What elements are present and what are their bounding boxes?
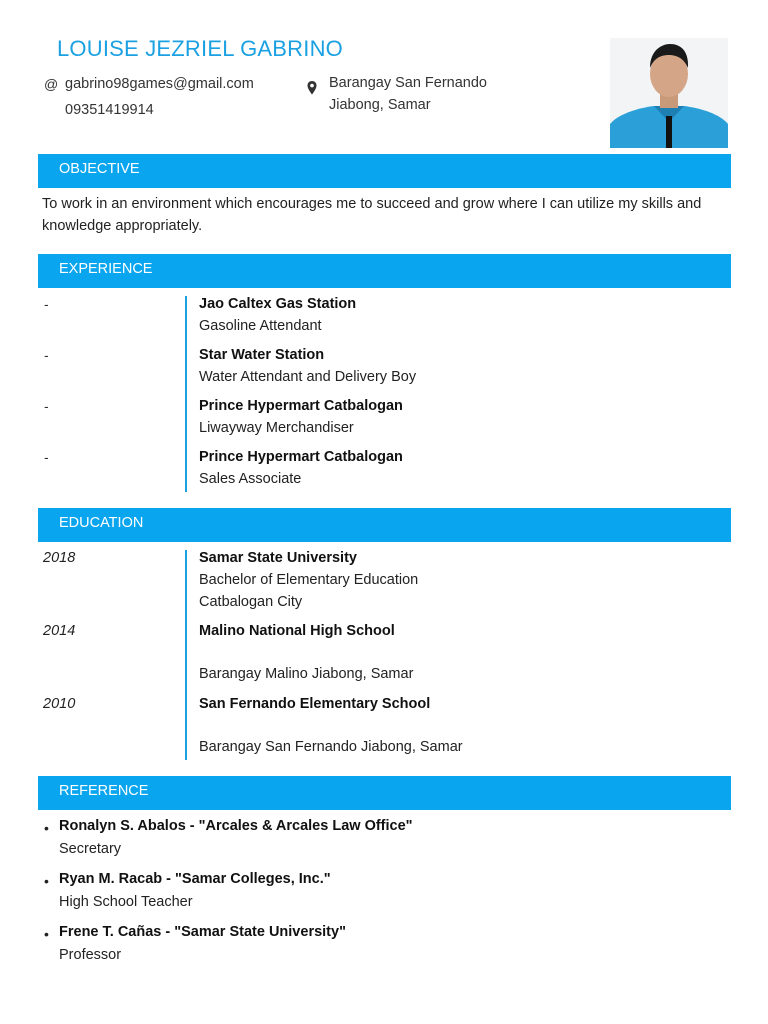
resume-name: LOUISE JEZRIEL GABRINO [57,36,343,61]
reference-position: Professor [59,947,122,963]
experience-timeline-line [185,296,187,492]
education-location: Barangay San Fernando Jiabong, Samar [199,739,463,755]
experience-date: - [44,398,49,414]
education-detail: Bachelor of Elementary Education [199,572,419,588]
reference-title: REFERENCE [59,783,149,799]
experience-role: Sales Associate [199,471,302,487]
bullet-icon: • [44,873,49,889]
experience-date: - [44,296,49,312]
email-text: gabrino98games@gmail.com [65,76,254,92]
education-year: 2010 [43,696,76,712]
objective-title: OBJECTIVE [59,161,140,177]
education-title: EDUCATION [59,515,144,531]
education-location: Catbalogan City [199,594,303,610]
reference-name: Ryan M. Racab - "Samar Colleges, Inc." [59,871,331,887]
experience-section-header [38,254,731,288]
experience-company: Prince Hypermart Catbalogan [199,398,403,414]
education-year: 2014 [43,623,76,639]
reference-name: Frene T. Cañas - "Samar State University" [59,924,346,940]
reference-section-header [38,776,731,810]
bullet-icon: • [44,926,49,942]
experience-role: Liwayway Merchandiser [199,420,354,436]
reference-position: Secretary [59,841,122,857]
location-pin-icon [306,80,318,96]
experience-company: Jao Caltex Gas Station [199,296,357,312]
reference-position: High School Teacher [59,894,193,910]
experience-role: Gasoline Attendant [199,318,322,334]
bullet-icon: • [44,820,49,836]
experience-date: - [44,449,49,465]
education-section-header [38,508,731,542]
education-school: San Fernando Elementary School [199,696,431,712]
address-line-2: Jiabong, Samar [329,97,431,113]
experience-company: Prince Hypermart Catbalogan [199,449,403,465]
education-school: Malino National High School [199,623,395,639]
experience-title: EXPERIENCE [59,261,153,277]
objective-text: To work in an environment which encourages me to succeed and grow where I can utilize my skills and knowledge appropriately. [42,196,702,234]
education-year: 2018 [43,550,76,566]
email-icon: @ [44,76,59,92]
profile-photo [610,38,728,148]
reference-name: Ronalyn S. Abalos - "Arcales & Arcales Law Office" [59,818,413,834]
education-school: Samar State University [199,550,357,566]
phone-text: 09351419914 [65,102,154,118]
experience-date: - [44,347,49,363]
experience-company: Star Water Station [199,347,325,363]
objective-section-header [38,154,731,188]
experience-role: Water Attendant and Delivery Boy [199,369,417,385]
education-timeline-line [185,550,187,760]
address-line-1: Barangay San Fernando [329,75,487,91]
education-location: Barangay Malino Jiabong, Samar [199,666,414,682]
